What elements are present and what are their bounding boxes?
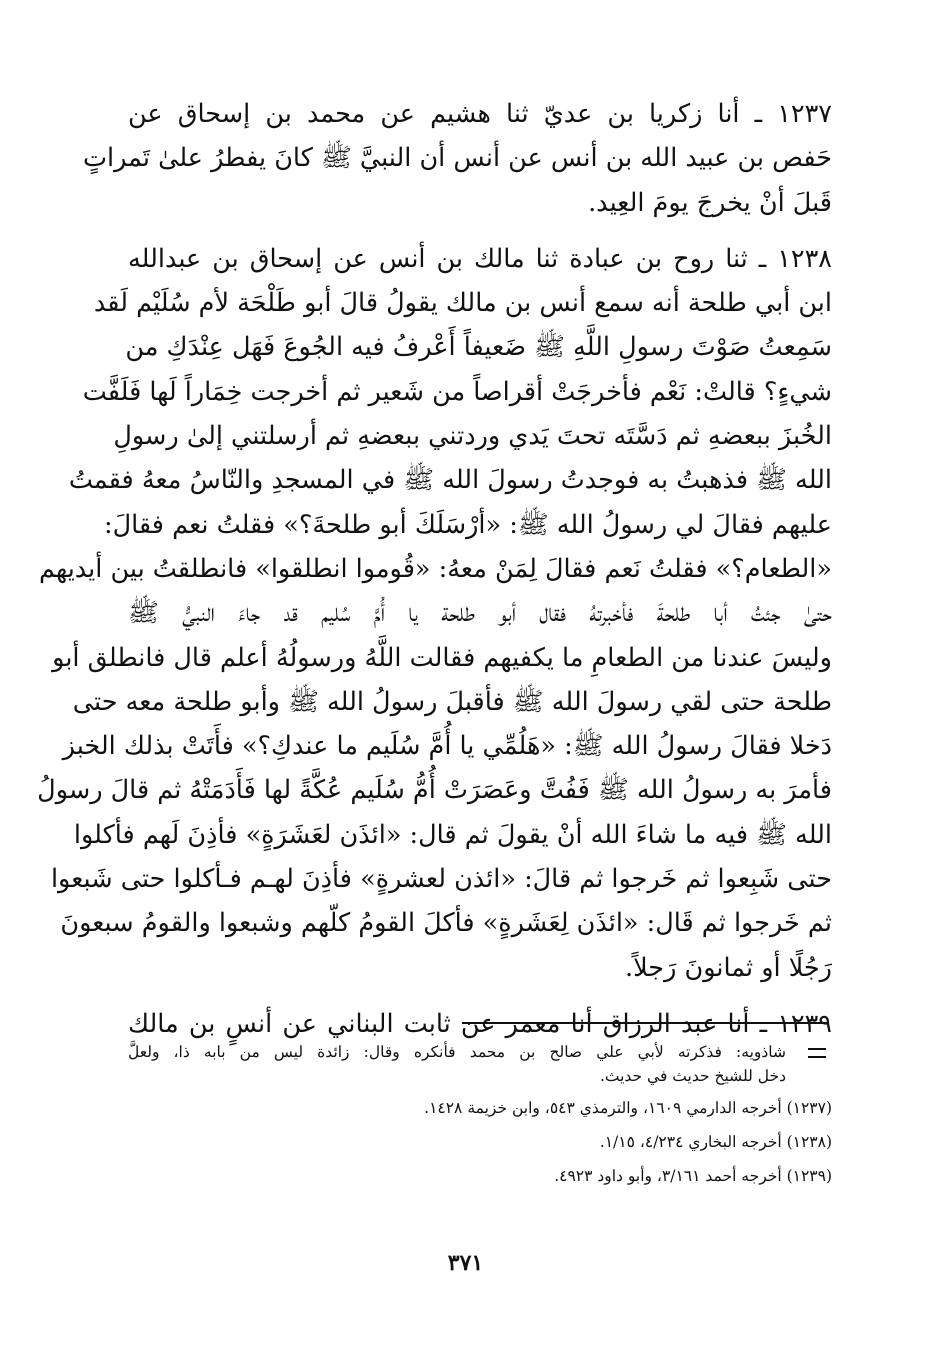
text-line: الخُبزَ ببعضهِ ثم دَسَّتَه تحتَ يَدي وردتني ببعضهِ ثم أرسلتني إلىٰ رسولِ bbox=[113, 421, 832, 452]
text-line: قَبلَ أنْ يخرجَ يومَ العِيد. bbox=[588, 187, 832, 218]
text-line: شيءٍ؟ قالتْ: نَعْم فأخرجَتْ أقراصاً من شَعير ثم أخرجت خِمَاراً لَها فَلَفَّت bbox=[82, 376, 832, 407]
footnote-continuation bbox=[128, 1040, 832, 1088]
text-line: وليسَ عندنا من الطعامِ ما يكفيهم فقالت اللَّهُ ورسولُهُ أعلم قال فانطلق أبو bbox=[52, 642, 832, 673]
text-line: دَخلا فقالَ رسولُ الله ﷺ: «هَلُمِّي يا أُمَّ سُلَيم ما عندكِ؟» فأَتَتْ بذلك الخبز bbox=[62, 731, 832, 762]
text-line: حتى شَبِعوا ثم خَرجوا ثم قالَ: «ائذن لعشرةٍ» فأذِنَ لهـم فـأكلوا حتى شَبعوا bbox=[50, 864, 832, 895]
text-line: «الطعام؟» فقلتُ نَعم فقالَ لِمَنْ معهُ: «قُوموا انطلقوا» فانطلقتُ بين أيديهم bbox=[38, 553, 832, 584]
text-line: ثم خَرجوا ثم قَال: «ائذَن لِعَشَرةٍ» فأكلَ القومُ كلّهم وشبعوا والقومُ سبعونَ bbox=[60, 908, 832, 939]
text-line: طلحة حتى لقي رسولَ الله ﷺ فأقبلَ رسولُ الله ﷺ وأبو طلحة معه حتى bbox=[72, 686, 832, 717]
footnote-1238: (١٢٣٨) أخرجه البخاري ٤/٢٣٤، ١/١٥. bbox=[599, 1133, 832, 1151]
text-line: حتىٰ جئتُ أبا طلحةَ فأخبرتهُ فقال أبو طلحة يا أُمَّ سُليم قد جاءَ النبيُّ ﷺ bbox=[128, 598, 832, 629]
footnotes bbox=[128, 1040, 832, 1188]
text-line: ١٢٣٧ ـ أنا زكريا بن عديّ ثنا هشيم عن محمد بن إسحاق عن bbox=[128, 99, 832, 129]
text-line: سَمِعتُ صَوْتَ رسولِ اللَّهِ ﷺ ضَعيفاً أَعْرفُ فيه الجُوعَ فَهَل عِنْدَكِ من bbox=[125, 332, 832, 363]
footnote-divider bbox=[462, 1022, 828, 1024]
footnote-1237: (١٢٣٧) أخرجه الدارمي ١٦٠٩، والترمذي ٥٤٣، وابن خزيمة ١٤٢٨. bbox=[424, 1099, 832, 1117]
text-line: عليهم فقالَ لي رسولُ الله ﷺ: «أرْسَلَكَ أبو طلحةَ؟» فقلتُ نعم فقالَ: bbox=[104, 509, 832, 540]
main-text bbox=[37, 92, 832, 1046]
footnote-line: دخل للشيخ حديث في حديث. bbox=[599, 1067, 786, 1085]
text-line: الله ﷺ فيه ما شاءَ الله أنْ يقولَ ثم قال: «ائذَن لعَشَرَةٍ» فأذِنَ لَهم فأكلوا bbox=[73, 819, 832, 850]
page-number: ٣٧١ bbox=[447, 1250, 484, 1276]
text-line: فأمرَ به رسولُ الله ﷺ فَفُتَّ وعَصَرَتْ أُمُّ سُلَيم عُكَّةً لها فَأَدَمَتْهُ ثم قالَ رسولُ bbox=[37, 775, 832, 806]
text-line: ١٢٣٨ ـ ثنا روح بن عبادة ثنا مالك بن أنس عن إسحاق بن عبدالله bbox=[128, 243, 832, 274]
text-line: الله ﷺ فذهبتُ به فوجدتُ رسولَ الله ﷺ في المسجدِ والنّاسُ معهُ فقمتُ bbox=[68, 465, 832, 496]
text-line: رَجُلًا أو ثمانونَ رَجلاً. bbox=[624, 952, 832, 983]
hadith-1238 bbox=[37, 237, 832, 990]
hadith-1237 bbox=[82, 92, 832, 225]
text-line: ابن أبي طلحة أنه سمع أنس بن مالك يقولُ قالَ أبو طَلْحَة لأم سُلَيْم لَقد bbox=[93, 288, 832, 319]
footnote-1239: (١٢٣٩) أخرجه أحمد ٣/١٦١، وأبو داود ٤٩٢٣. bbox=[554, 1167, 832, 1185]
footnote-line: شاذويه: فذكرته لأبي علي صالح بن محمد فأنكره وقال: زائدة ليس من بابه ذا، ولعلَّ bbox=[128, 1043, 786, 1061]
continuation-mark-icon bbox=[808, 1048, 826, 1058]
text-line: ١٢٣٩ ـ أنا عبد الرزاق أنا معمر عن ثابت البناني عن أنسٍ بن مالك bbox=[128, 1008, 832, 1039]
text-line: حَفص بن عبيد الله بن أنس عن أنس أن النبيَّ ﷺ كانَ يفطرُ علىٰ تَمراتٍ bbox=[82, 143, 832, 174]
